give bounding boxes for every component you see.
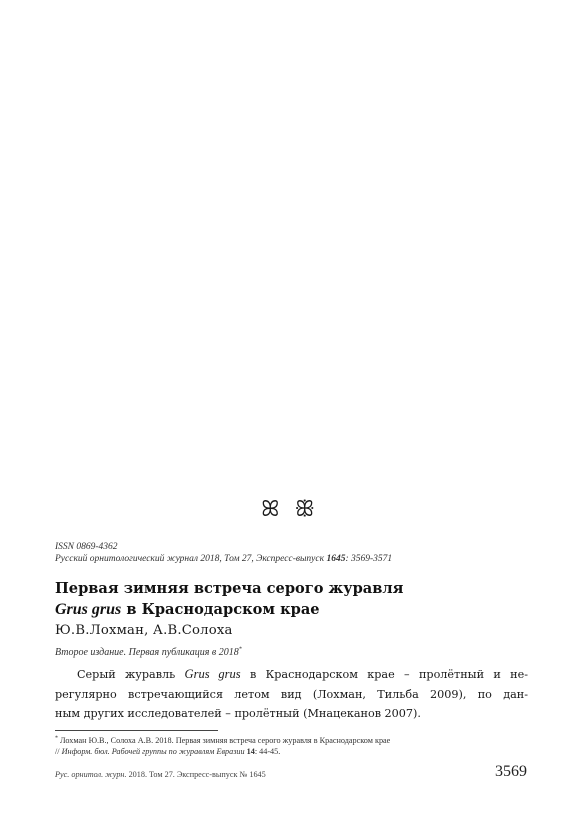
edition-note-text: Второе издание. Первая публикация в 2018 bbox=[55, 647, 239, 658]
issn-line: ISSN 0869-4362 bbox=[55, 542, 118, 552]
body-line-1 bbox=[55, 665, 528, 685]
article-body bbox=[55, 665, 528, 724]
edition-footnote-mark: * bbox=[238, 646, 242, 653]
footnote-volume: 14 bbox=[246, 747, 255, 756]
page-number: 3569 bbox=[495, 763, 527, 780]
title-line-1: Первая зимняя встреча серого журавля bbox=[55, 580, 404, 597]
footnote-line-1 bbox=[55, 736, 390, 745]
footnote-pages: : 44-45. bbox=[254, 747, 281, 756]
title-species: Grus grus bbox=[55, 601, 122, 618]
footnote-prefix: // bbox=[55, 747, 62, 756]
section-ornament bbox=[0, 497, 580, 522]
edition-note bbox=[55, 647, 242, 658]
article-title bbox=[55, 578, 403, 620]
citation-prefix: Русский орнитологический журнал 2018, Том 27, Экспресс-выпуск bbox=[55, 554, 327, 564]
footnote-divider bbox=[55, 730, 218, 731]
citation-pages: : 3569-3571 bbox=[345, 554, 393, 564]
journal-citation bbox=[55, 554, 392, 564]
body-line-1-a: Серый журавль bbox=[77, 668, 185, 681]
issue-number: 1645 bbox=[326, 554, 346, 564]
ornament-glyph: ꕤ ꕥ bbox=[261, 497, 319, 522]
body-line-3: ным других исследователей – пролётный (Мнацеканов 2007). bbox=[55, 707, 421, 720]
footnote-line-2 bbox=[55, 747, 280, 756]
footnote-mark: * bbox=[55, 735, 58, 742]
footer-journal: Рус. орнитол. журн. bbox=[55, 770, 127, 779]
body-paragraph bbox=[55, 665, 528, 685]
footnote-journal: Информ. бюл. Рабочей группы по журавлям Евразии bbox=[61, 747, 245, 756]
body-line-1-b: в Краснодарском крае – пролётный и не- bbox=[240, 668, 528, 681]
body-line-2: регулярно встречающийся летом вид (Лохман, Тильба 2009), по дан- bbox=[55, 687, 528, 701]
body-species: Grus grus bbox=[184, 667, 241, 681]
title-line-2-rest: в Краснодарском крае bbox=[121, 601, 320, 618]
title-line-2 bbox=[55, 601, 320, 618]
page-footer bbox=[55, 770, 266, 779]
authors: Ю.В.Лохман, А.В.Солоха bbox=[55, 623, 233, 638]
footnote-text-1: Лохман Ю.В., Солоха А.В. 2018. Первая зимняя встреча серого журавля в Краснодарском крае bbox=[60, 736, 391, 745]
footer-details: 2018. Том 27. Экспресс-выпуск № 1645 bbox=[126, 770, 266, 779]
